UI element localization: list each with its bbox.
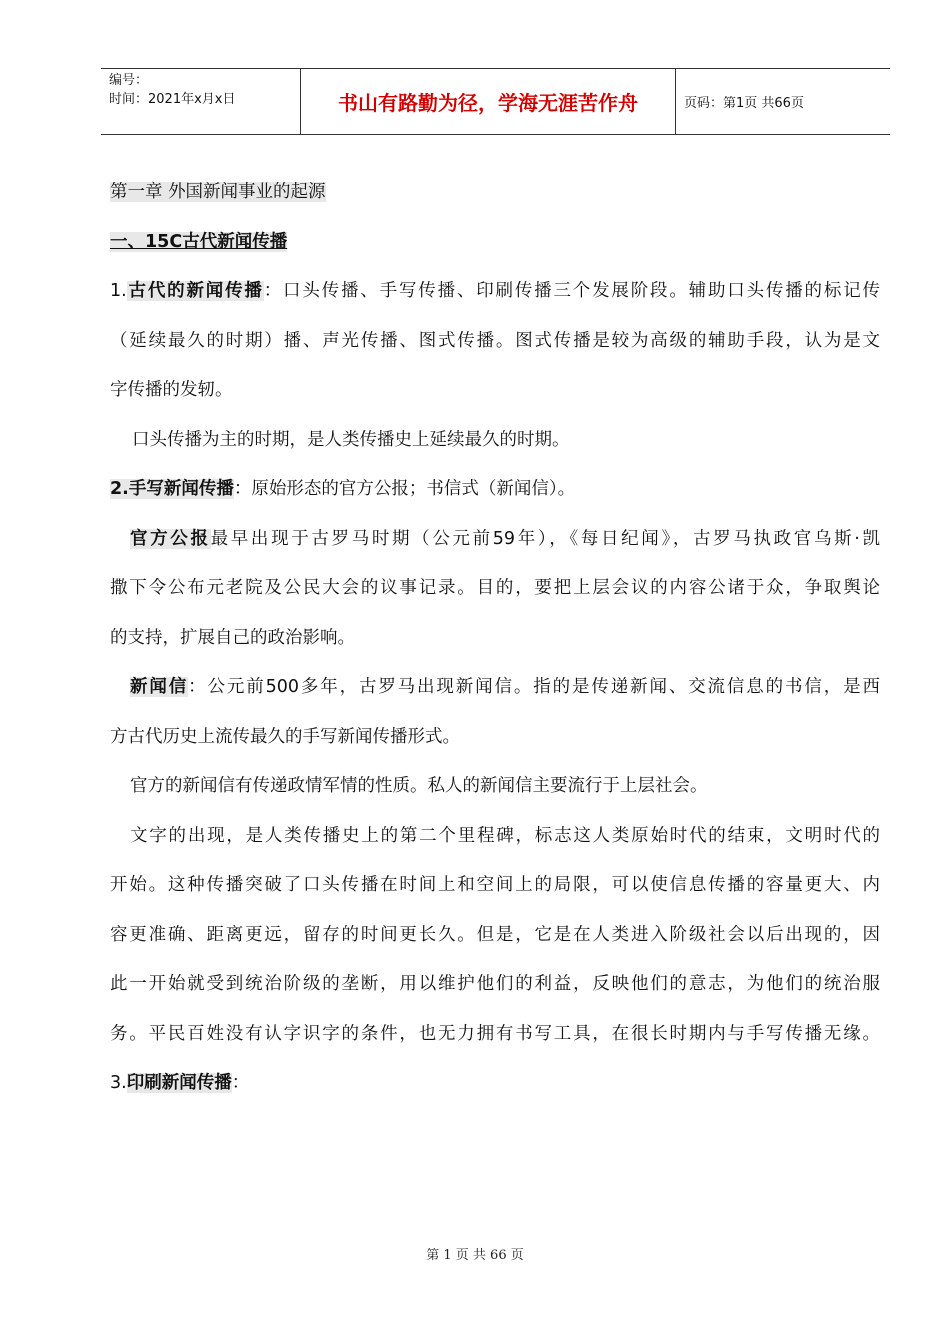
term-news-letter: 新闻信	[130, 677, 189, 697]
paragraph-text: ：公元前500多年，古罗马出现新闻信。指的是传递新闻、交流信息的书信，是西	[188, 677, 881, 697]
section-title: 一、15C古代新闻传播	[110, 231, 288, 252]
header-table	[101, 68, 890, 135]
header-page-label: 页码：第1页 共66页	[684, 96, 804, 111]
paragraph-text: 最早出现于古罗马时期（公元前59年），《每日纪闻》，古罗马执政官乌斯·凯	[210, 528, 880, 549]
paragraph-7-line-4: 此一开始就受到统治阶级的垄断，用以维护他们的利益，反映他们的意志，为他们的统治服	[110, 974, 880, 994]
paragraph-2: 口头传播为主的时期，是人类传播史上延续最久的时期。	[132, 429, 570, 450]
paragraph-4-line-2: 撒下令公布元老院及公民大会的议事记录。目的，要把上层会议的内容公诸于众，争取舆论	[110, 578, 880, 598]
chapter-title-line	[110, 168, 880, 218]
paragraph-7-line-3: 容更准确、距离更远，留存的时间更长久。但是，它是在人类进入阶级社会以后出现的，因	[110, 924, 880, 945]
paragraph-7-line-2: 开始。这种传播突破了口头传播在时间上和空间上的局限，可以使信息传播的容量更大、内	[110, 875, 880, 895]
number-label: 编号：	[109, 73, 149, 88]
section-title-line	[110, 218, 880, 268]
paragraph-4-line-3: 的支持，扩展自己的政治影响。	[110, 627, 355, 648]
time-label: 时间：2021年x月x日	[109, 92, 236, 107]
term-printed-news: 印刷新闻传播	[126, 1073, 232, 1093]
paragraph-6: 官方的新闻信有传递政情军情的性质。私人的新闻信主要流行于上层社会。	[130, 776, 708, 796]
chapter-title: 第一章 外国新闻事业的起源	[110, 182, 326, 202]
paragraph-1-line-2: （延续最久的时期）播、声光传播、图式传播。图式传播是较为高级的辅助手段，认为是文	[110, 330, 880, 351]
item-number: 3.	[110, 1073, 127, 1093]
paragraph-1-line-3: 字传播的发轫。	[110, 380, 233, 400]
paragraph-5-line-1	[110, 663, 880, 713]
paragraph-5-line-2: 方古代历史上流传最久的手写新闻传播形式。	[110, 726, 460, 747]
paragraph-4-line-1	[110, 515, 880, 565]
term-handwritten-news: 2.手写新闻传播	[110, 479, 234, 499]
document-body	[110, 168, 880, 1109]
header-motto: 书山有路勤为径，学海无涯苦作舟	[301, 69, 676, 134]
page-footer: 第 1 页 共 66 页	[426, 1248, 524, 1263]
paragraph-text: ：	[231, 1073, 250, 1093]
paragraph-7-line-5: 务。平民百姓没有认字识字的条件，也无力拥有书写工具，在很长时期内与手写传播无缘。	[110, 1023, 880, 1044]
paragraph-8	[110, 1059, 880, 1109]
paragraph-1-line-1	[110, 267, 880, 317]
paragraph-text: ：口头传播、手写传播、印刷传播三个发展阶段。辅助口头传播的标记传	[263, 281, 881, 301]
header-left-cell	[101, 69, 301, 134]
term-ancient-news: 古代的新闻传播	[126, 281, 264, 301]
paragraph-3	[110, 465, 880, 515]
paragraph-text: ：原始形态的官方公报；书信式（新闻信）。	[233, 479, 576, 499]
term-official-gazette: 官方公报	[130, 528, 211, 549]
item-number: 1.	[110, 281, 127, 301]
paragraph-7-line-1: 文字的出现，是人类传播史上的第二个里程碑，标志这人类原始时代的结束，文明时代的	[130, 825, 880, 846]
